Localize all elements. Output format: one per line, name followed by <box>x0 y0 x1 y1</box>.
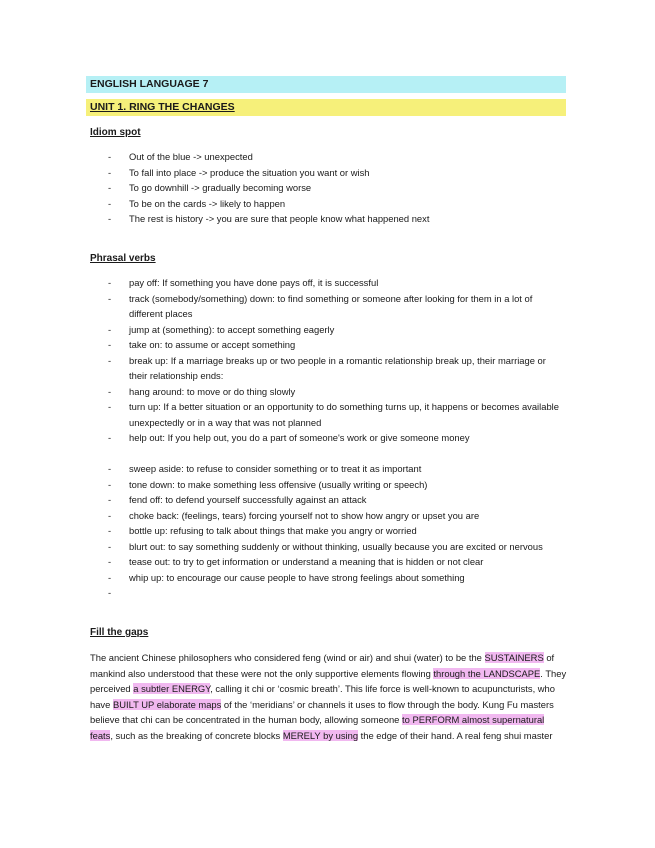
phrasal-item <box>90 539 560 555</box>
phrasal-list-2 <box>90 461 560 598</box>
paragraph-text: The ancient Chinese philosophers who considered feng (wind or air) and shui (water) to be the <box>90 652 485 663</box>
bullet-dash: - <box>108 509 112 521</box>
bullet-dash: - <box>108 571 112 583</box>
bullet-dash: - <box>108 401 112 412</box>
highlighted-phrase: through the LANDSCAPE <box>433 667 541 679</box>
bullet-dash: - <box>108 385 112 397</box>
phrasal-item-text: bottle up: refusing to talk about things that make you angry or worried <box>129 525 417 536</box>
highlighted-phrase: to PERFORM almost supernatural feats <box>90 714 545 741</box>
bullet-dash: - <box>108 292 112 304</box>
phrasal-item <box>90 430 560 446</box>
phrasal-item <box>90 275 560 291</box>
bullet-dash: - <box>108 166 112 178</box>
phrasal-item <box>90 291 560 322</box>
phrasal-heading: Phrasal verbs <box>90 253 156 264</box>
phrasal-item-text: hang around: to move or do thing slowly <box>129 385 296 397</box>
bullet-dash: - <box>108 197 112 209</box>
phrasal-item <box>90 337 560 353</box>
idiom-item <box>90 180 560 196</box>
phrasal-item <box>90 523 560 539</box>
phrasal-item <box>90 461 560 477</box>
bullet-dash: - <box>108 494 112 505</box>
document-title: ENGLISH LANGUAGE 7 <box>86 76 566 93</box>
bullet-dash: - <box>108 463 112 474</box>
phrasal-list-1 <box>90 275 560 446</box>
bullet-dash: - <box>108 478 112 490</box>
paragraph-text: the edge of their hand. A real feng shui master <box>358 729 553 741</box>
idiom-item-text: To fall into place -> produce the situation you want or wish <box>129 166 370 178</box>
idiom-item <box>90 149 560 165</box>
fill-heading: Fill the gaps <box>90 627 149 638</box>
bullet-dash: - <box>108 540 112 552</box>
phrasal-item <box>90 554 560 570</box>
idiom-item <box>90 165 560 181</box>
highlighted-phrase: SUSTAINERS <box>484 652 544 663</box>
phrasal-item-text: turn up: If a better situation or an opportunity to do something turns up, it happens or becomes available unexpectedly or in a way that was not planned <box>129 401 559 428</box>
phrasal-item <box>90 322 560 338</box>
highlighted-phrase: MERELY by using <box>282 729 359 741</box>
phrasal-item-text: blurt out: to say something suddenly or without thinking, usually because you are excited or nervous <box>129 540 543 552</box>
idiom-item-text: To be on the cards -> likely to happen <box>129 197 286 209</box>
phrasal-item <box>90 477 560 493</box>
phrasal-item-text: break up: If a marriage breaks up or two people in a romantic relationship break up, their marriage or their relationship ends: <box>129 354 546 381</box>
unit-heading: UNIT 1. RING THE CHANGES <box>86 99 566 116</box>
highlighted-phrase: a subtler ENERGY <box>133 683 211 695</box>
phrasal-item-text: jump at (something): to accept something eagerly <box>129 323 335 335</box>
phrasal-item <box>90 353 560 384</box>
phrasal-item-text: pay off: If something you have done pays off, it is successful <box>129 277 379 288</box>
phrasal-item <box>90 492 560 508</box>
phrasal-item <box>90 570 560 586</box>
bullet-dash: - <box>108 432 112 443</box>
phrasal-item-text: tease out: to try to get information or understand a meaning that is hidden or not clear <box>129 556 484 567</box>
bullet-dash: - <box>108 213 112 224</box>
bullet-dash: - <box>108 587 112 598</box>
bullet-dash: - <box>108 354 112 366</box>
fill-paragraph <box>90 650 568 744</box>
phrasal-item <box>90 384 560 400</box>
idiom-heading: Idiom spot <box>90 127 141 138</box>
phrasal-item <box>90 508 560 524</box>
phrasal-item-text: fend off: to defend yourself successfully against an attack <box>129 494 367 505</box>
bullet-dash: - <box>108 323 112 335</box>
bullet-dash: - <box>108 151 112 162</box>
bullet-dash: - <box>108 277 112 288</box>
paragraph-text: . They perceived <box>90 667 567 695</box>
idiom-item-text: Out of the blue -> unexpected <box>129 151 253 162</box>
bullet-dash: - <box>108 339 112 350</box>
paragraph-text: of the ‘meridians’ or channels it uses to flow through the body. Kung Fu masters believe that chi can be concentrated in the human body, allowing someone <box>90 698 554 726</box>
paragraph-text: of mankind also understood that these were not the only supportive elements flowing <box>90 652 555 679</box>
idiom-item <box>90 211 560 227</box>
highlighted-phrase: BUILT UP elaborate maps <box>112 698 222 710</box>
bullet-dash: - <box>108 525 112 536</box>
idiom-item-text: The rest is history -> you are sure that people know what happened next <box>129 213 430 224</box>
phrasal-item-text: choke back: (feelings, tears) forcing yourself not to show how angry or upset you are <box>129 509 480 521</box>
phrasal-item-text: track (somebody/something) down: to find something or someone after looking for them in a lot of different places <box>129 292 533 319</box>
phrasal-item <box>90 399 560 430</box>
idiom-list <box>90 149 560 227</box>
phrasal-item-text: tone down: to make something less offensive (usually writing or speech) <box>129 478 428 490</box>
paragraph-text: , such as the breaking of concrete blocks <box>110 729 283 741</box>
phrasal-item-text: help out: If you help out, you do a part of someone's work or give someone money <box>129 432 470 443</box>
phrasal-item-text: sweep aside: to refuse to consider something or to treat it as important <box>129 463 422 474</box>
bullet-dash: - <box>108 556 112 567</box>
paragraph-text: , calling it chi or ‘cosmic breath’. This life force is well-known to acupuncturists, who have <box>90 683 555 710</box>
bullet-dash: - <box>108 182 112 193</box>
phrasal-item-text: whip up: to encourage our cause people to have strong feelings about something <box>129 571 465 583</box>
idiom-item <box>90 196 560 212</box>
idiom-item-text: To go downhill -> gradually becoming worse <box>129 182 312 193</box>
phrasal-item-text: take on: to assume or accept something <box>129 339 296 350</box>
